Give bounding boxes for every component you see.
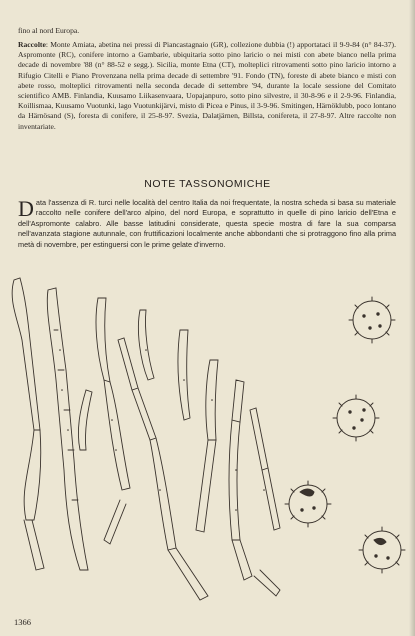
taxonomic-notes-paragraph [18,198,396,250]
spore-drawings [285,297,405,573]
spore-3 [285,481,331,527]
hyphae-drawing [12,278,280,600]
notes-text: ata l'assenza di R. turci nelle località del centro Italia da noi frequentate, la nostra scheda si basa su materiale raccolto nelle conifere dell'arco alpino, del nord Europa, e soprattutto in quelle di pino laricio dell'Etna e dell'Aspromonte calabro. Alle basse latitudini considerate, questa specie mostra di fare la sua comparsa nell'avanzata stagione autunnale, con fruttificazioni localmente anche abbondanti che si protraggono fino alla prima metà di novembre, per estinguersi con le prime gelate d'inverno. [18,198,396,249]
spore-2 [333,395,379,441]
page-number: 1366 [14,617,31,627]
spore-1 [349,297,395,343]
hyphae-granules [59,349,265,511]
spore-4 [359,527,405,573]
page-edge-shadow [409,0,415,636]
drop-cap: D [18,196,34,221]
collections-paragraph [18,40,396,132]
intro-text: fino al nord Europa. [18,26,80,35]
collections-text: : Monte Amiata, abetina nei pressi di Piancastagnaio (GR), collezione dubbia (!) apportataci il 9-9-84 (n° 84-37). Aspromonte (RC), conifere intorno a Gambarie, ubiquitaria sotto pino laricio o nei misti con abete bianco nella prima decade di novembre '88 (n° 88-52 e segg.). Sicilia, monte Etna (CT), molteplici ritrovamenti sotto pino laricio intorno a Rifugio Citelli e Piano Provenzana nella prima decade di settembre '91. Fondo (TN), foreste di abete bianco e misti con abete rosso, molteplici ritrovamenti nella seconda decade di settembre '94, durante la locale sessione del Comitato scientifico AMB. Finlandia, Kuusamo Liikasenvaara, Uopajanpuro, sotto pino silvestre, il 30-8-96 e il 2-9-96. Finlandia, Koillismaa, Kuusamo Vuotunki, lago Vuotunkijärvi, misto di Picea e Pinus, il 3-9-96. Smitingen, Härnöklubb, poco lontano da Härnösand (S), foresta di conifere, il 25-8-97. Svezia, Dalatjärnen, Billsta, conifereta, il 27-8-97. Altre raccolte non inventariate. [18,40,396,131]
section-heading: NOTE TASSONOMICHE [144,178,271,190]
intro-line [18,26,396,36]
microscopy-illustration [0,270,415,615]
collections-label: Raccolte [18,40,46,49]
